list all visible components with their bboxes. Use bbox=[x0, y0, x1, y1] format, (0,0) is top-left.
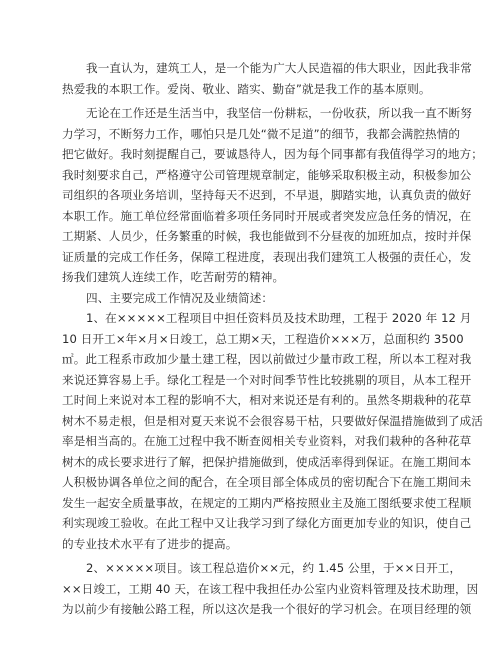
section-heading bbox=[62, 288, 440, 309]
paragraph bbox=[62, 103, 483, 288]
text-line: 10 日开工×年×月×日竣工，总工期×天，工程造价×××万，总面积约 3500 bbox=[62, 331, 464, 346]
text-line: 我时刻要求自己，严格遵守公司管理规章制定，能够采取积极主动，积极参加公 bbox=[62, 167, 472, 182]
text-line: 我一直认为，建筑工人，是一个能为广大人民造福的伟大职业，因此我非常 bbox=[86, 61, 472, 75]
paragraph bbox=[62, 308, 483, 554]
text-line: 把它做好。我时刻提醒自己，要诚恳待人，因为每个同事都有我值得学习的地方； bbox=[62, 147, 483, 161]
text-line: 工时间上来说对本工程的影响不大，相对来说还是有利的。虽然冬期栽种的花草 bbox=[62, 393, 472, 407]
heading-line: 四、主要完成工作情况及业绩简述： bbox=[86, 290, 274, 305]
document-body bbox=[62, 58, 483, 620]
text-line: 司组织的各项业务培训，坚持每天不迟到，不早退，脚踏实地，认真负责的做好 bbox=[62, 188, 472, 202]
paragraph bbox=[62, 58, 472, 99]
paragraph bbox=[62, 558, 479, 620]
text-line: 的专业技术水平有了进步的提高。 bbox=[62, 536, 238, 551]
text-line: 为以前少有接触公路工程，所以这次是我一个很好的学习机会。在项目经理的领 bbox=[62, 602, 472, 616]
text-line: ㎡。此工程系市政加少量土建工程，因以前做过少量市政工程，所以本工程对我 bbox=[62, 352, 472, 366]
text-line: 利实现竣工验收。在此工程中又让我学习到了绿化方面更加专业的知识，使自己 bbox=[62, 516, 472, 530]
text-line: 证质量的完成工作任务，保障工程进度，表现出我们建筑工人极强的责任心，发 bbox=[62, 249, 472, 264]
text-line: ××日竣工，工期 40 天，在该工程中我担任办公室内业资料管理及技术助理，因 bbox=[62, 581, 479, 596]
text-line: 率是相当高的。在施工过程中我不断查阅相关专业资料，对我们栽种的各种花草 bbox=[62, 434, 472, 448]
text-line: 发生一起安全质量事故，在规定的工期内严格按照业主及施工图纸要求使工程顺 bbox=[62, 495, 472, 510]
text-line: 1、在×××××工程项目中担任资料员及技术助理，工程于 2020 年 12 月 bbox=[86, 311, 472, 325]
text-line: 树木的成长要求进行了解，把保护措施做到，使成活率得到保证。在施工期间本 bbox=[62, 454, 472, 469]
text-line: 工期紧、人员少，任务繁重的时候，我也能做到不分昼夜的加班加点，按时并保 bbox=[62, 229, 472, 243]
text-line: 本职工作。施工单位经常面临着多项任务同时开展或者突发应急任务的情况，在 bbox=[62, 208, 472, 223]
text-line: 树木不易走根，但是相对夏天来说不会很容易干枯，只要做好保温措施做到了成活 bbox=[62, 413, 483, 428]
text-line: 力学习，不断努力工作，哪怕只是几处“微不足道”的细节，我都会满腔热情的 bbox=[62, 126, 461, 141]
text-line: 扬我们建筑人连续工作，吃苦耐劳的精神。 bbox=[62, 270, 285, 284]
text-line: 热爱我的本职工作。爱岗、敬业、踏实、勤奋”就是我工作的基本原则。 bbox=[62, 81, 431, 96]
text-line: 人积极协调各单位之间的配合，在全项目部全体成员的密切配合下在施工期间未 bbox=[62, 475, 472, 489]
text-line: 无论在工作还是生活当中，我坚信一份耕耘，一份收获，所以我一直不断努 bbox=[86, 106, 472, 120]
text-line: 来说还算容易上手。绿化工程是一个对时间季节性比较挑剔的项目，从本工程开 bbox=[62, 372, 472, 387]
text-line: 2、×××××项目。该工程总造价××元，约 1.45 公里，于××日开工， bbox=[86, 561, 462, 575]
